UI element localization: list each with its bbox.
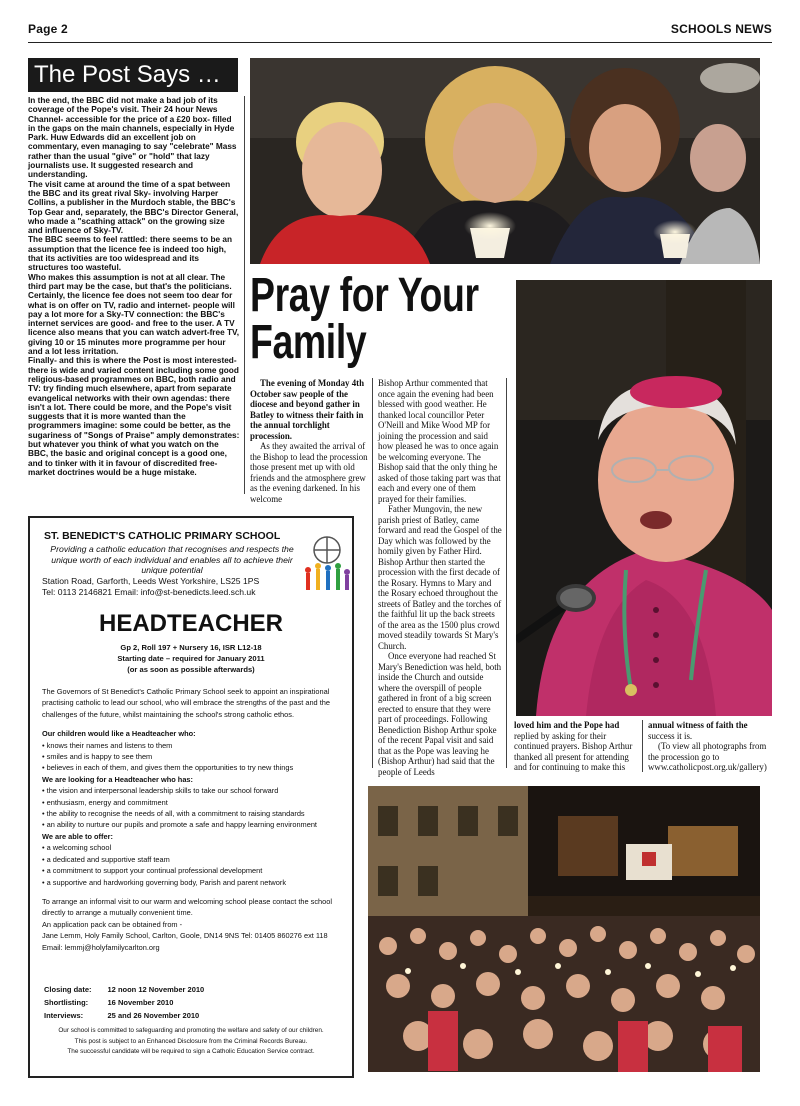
school-address-block <box>42 576 259 597</box>
visit-text: To arrange an informal visit to our warm and welcoming school please contact the school directly to arrange a mutually convenient time. <box>42 896 333 918</box>
job-details <box>30 642 352 675</box>
column-rule <box>506 378 507 768</box>
school-address: Station Road, Garforth, Leeds West Yorkshire, LS25 1PS <box>42 576 260 586</box>
post-says-paragraph: Who makes this assumption is not at all clear. The third part may be the case, but that's the politicians. Certainly, the licence fee does not seem too dear for what is on offer on TV, radio and internet- people will pay a lot more for a Sky-TV connection: the BBC's internet services are good- and free to the user. A TV licence also means that you can watch advert-free TV, giving 10 or 15 minutes more programme per hour and a lot less irritation. <box>28 272 240 357</box>
header-rule <box>28 42 772 43</box>
date-label: Shortlisting: <box>44 998 89 1007</box>
offer-item: • a commitment to support your continual professional development <box>42 866 263 876</box>
date-value: 16 November 2010 <box>107 998 174 1007</box>
procession-crowd-photo <box>368 786 760 1072</box>
article-caption-lead: annual witness of faith the <box>648 720 748 730</box>
article-paragraph: Father Mungovin, the new parish priest of Batley, came forward and read the Gospel of the Day which was followed by the homily given by Father Hird. Bishop Arthur then started the procession with the first decade of the Rosary. Hymns to Mary and the Rosary echoed throughout the streets of Batley and the torches of the faithful lit up the back streets of the area as the 1500 plus crowd moved steadily towards St Mary's Church. <box>378 504 502 651</box>
post-says-paragraph: In the end, the BBC did not make a bad job of its coverage of the Pope's visit. Their 24 hour News Channel- accessible for the price of a £20 box- filled in the gaps on the main channels, especially in Hyde Park. Huw Edwards did an excellent job on commentary, even managing to say "celebrate" Mass rather than the usual "give" or "hold" that lazy journalists use. It suggested research and understanding. <box>28 96 237 180</box>
look-item: • enthusiasm, energy and commitment <box>42 797 168 807</box>
section-label: SCHOOLS NEWS <box>670 22 772 36</box>
look-heading: We are looking for a Headteacher who has: <box>42 774 193 784</box>
column-rule <box>244 96 245 494</box>
article-column-1 <box>250 378 368 504</box>
page-number: Page 2 <box>28 22 68 36</box>
article-column-4 <box>648 720 772 773</box>
date-row <box>44 997 218 1008</box>
footer-line: The successful candidate will be required to sign a Catholic Education Service contract. <box>67 1048 315 1055</box>
footer-line: Our school is committed to safeguarding and promoting the welfare and safety of our children. <box>58 1027 324 1034</box>
post-says-body <box>28 96 240 477</box>
date-value: 12 noon 12 November 2010 <box>107 985 205 994</box>
article-lead: The evening of Monday 4th October saw people of the diocese and beyond gather in Batley to witness their faith in the annual torchlight procession. <box>250 378 365 441</box>
pack-text: An application pack can be obtained from - <box>42 919 183 929</box>
post-says-paragraph: The visit came at around the time of a spat between the BBC and its great rival Sky- involving Harper Collins, a publisher in the Murdoch stable, the BBC's Top Gear and, separately, the BBC's Director General, who made a "scathing attack" on the growing size and influence of Sky-TV. <box>28 179 239 236</box>
article-paragraph: As they awaited the arrival of the Bishop to lead the procession those present met up with old friends and the atmosphere grew as the evening darkened. In his welcome <box>250 441 368 504</box>
candlelit-crowd-photo <box>250 58 760 264</box>
column-rule <box>642 720 643 772</box>
post-says-paragraph: The BBC seems to feel rattled: there seems to be an assumption that the licence fee is indeed too high, that its activities are too widespread and its structures too wasteful. <box>28 235 233 273</box>
post-says-paragraph: Finally- and this is where the Post is most interested- there is wide and varied content including some good religious-based programmes on BBC, both radio and TV: try finding much elsewhere, apart from separate evangelical networks with their own agendas: there isn't a lot. There could be more, and the Pope's visit suggests that it is more wanted than the programmers imagine: some could be better, as the sugariness of "Songs of Praise" amply demonstrates: but whatever you think of what you watch on the BBC, the basic and original concept is a good one, and to tinker with it in favour of discredited free-market doctrines would be a huge mistake. <box>28 356 240 477</box>
offer-item: • a dedicated and supportive staff team <box>42 854 170 864</box>
school-name: ST. BENEDICT'S CATHOLIC PRIMARY SCHOOL <box>44 530 281 542</box>
want-item: • believes in each of them, and gives them the opportunities to try new things <box>42 763 294 773</box>
job-start-note: (or as soon as possible afterwards) <box>127 665 255 674</box>
date-value: 25 and 26 November 2010 <box>107 1011 200 1020</box>
post-says-title: The Post Says … <box>28 58 238 92</box>
want-heading: Our children would like a Headteacher who: <box>42 729 196 739</box>
job-title: HEADTEACHER <box>98 610 283 637</box>
school-contact: Tel: 0113 2146821 Email: info@st-benedicts.leed.sch.uk <box>42 586 256 597</box>
want-item: • knows their names and listens to them <box>42 740 173 750</box>
advert-footer <box>30 1026 352 1058</box>
advert-body <box>42 686 347 953</box>
look-item: • the ability to recognise the needs of all, with a commitment to raising standards <box>42 809 305 819</box>
footer-line: This post is subject to an Enhanced Disclosure from the Criminal Records Bureau. <box>74 1037 308 1045</box>
article-headline <box>250 269 479 369</box>
job-start: Starting date – required for January 2011 <box>117 654 265 663</box>
offer-heading: We are able to offer: <box>42 831 113 841</box>
date-row <box>44 1010 218 1021</box>
date-label: Interviews: <box>44 1011 84 1020</box>
school-tagline: Providing a catholic education that recognises and respects the unique worth of each individual and enables all to achieve their unique potential <box>50 544 294 575</box>
article-paragraph: replied by asking for their continued prayers. Bishop Arthur thanked all present for attending and for continuing to make this <box>514 730 633 772</box>
look-item: • the vision and interpersonal leadership skills to take our school forward <box>42 786 279 796</box>
date-label: Closing date: <box>44 985 92 994</box>
column-rule <box>372 378 373 768</box>
date-row <box>44 984 218 995</box>
article-caption-lead: loved him and the Pope had <box>514 720 620 730</box>
pack-contact: Jane Lemm, Holy Family School, Carlton, Goole, DN14 9NS Tel: 01405 860276 ext 118 Email: lemmj@holyfamilycarlton.org <box>42 931 328 952</box>
headteacher-advert <box>28 516 354 1078</box>
headline-line: Family <box>250 316 367 369</box>
school-logo-icon <box>300 532 354 601</box>
article-column-2 <box>378 378 502 777</box>
article-column-3 <box>514 720 640 773</box>
look-item: • an ability to nurture our pupils and promote a safe and happy learning environment <box>42 820 317 830</box>
article-paragraph: Bishop Arthur commented that once again the evening had been blessed with good weather. He thanked local councillor Peter O'Neill and Mike Wood MP for joining the procession and said how pleased he was to once again be welcoming everyone. The Bishop said that the only thing he asked of those taking part was that each and every one of them prayed for their families. <box>378 378 501 504</box>
article-paragraph: success it is. <box>648 730 693 741</box>
key-dates <box>42 982 220 1023</box>
want-item: • smiles and is happy to see them <box>42 752 153 762</box>
job-grade: Gp 2, Roll 197 + Nursery 16, ISR L12-18 <box>120 643 262 652</box>
advert-intro: The Governors of St Benedict's Catholic Primary School seek to appoint an inspirational practising catholic to lead our school, who will embrace the strengths of the past and the challenges of the future, whilst maintaining the school's strong catholic ethos. <box>42 687 330 719</box>
article-paragraph: Once everyone had reached St Mary's Benediction was held, both inside the Church and outside where the overspill of people gathered in front of a big screen erected to ensure that they were part of proceedings. Following Benediction Bishop Arthur spoke of the recent Papal visit and said that as the Pope was leaving he (Bishop Arthur) had said that the people of Leeds <box>378 651 502 777</box>
bishop-photo <box>516 280 772 716</box>
headline-line: Pray for Your <box>250 269 479 322</box>
offer-item: • a supportive and hardworking governing body, Parish and parent network <box>42 877 287 887</box>
offer-item: • a welcoming school <box>42 843 112 853</box>
article-paragraph: (To view all photographs from the procession go to www.catholicpost.org.uk/gallery) <box>648 741 767 772</box>
